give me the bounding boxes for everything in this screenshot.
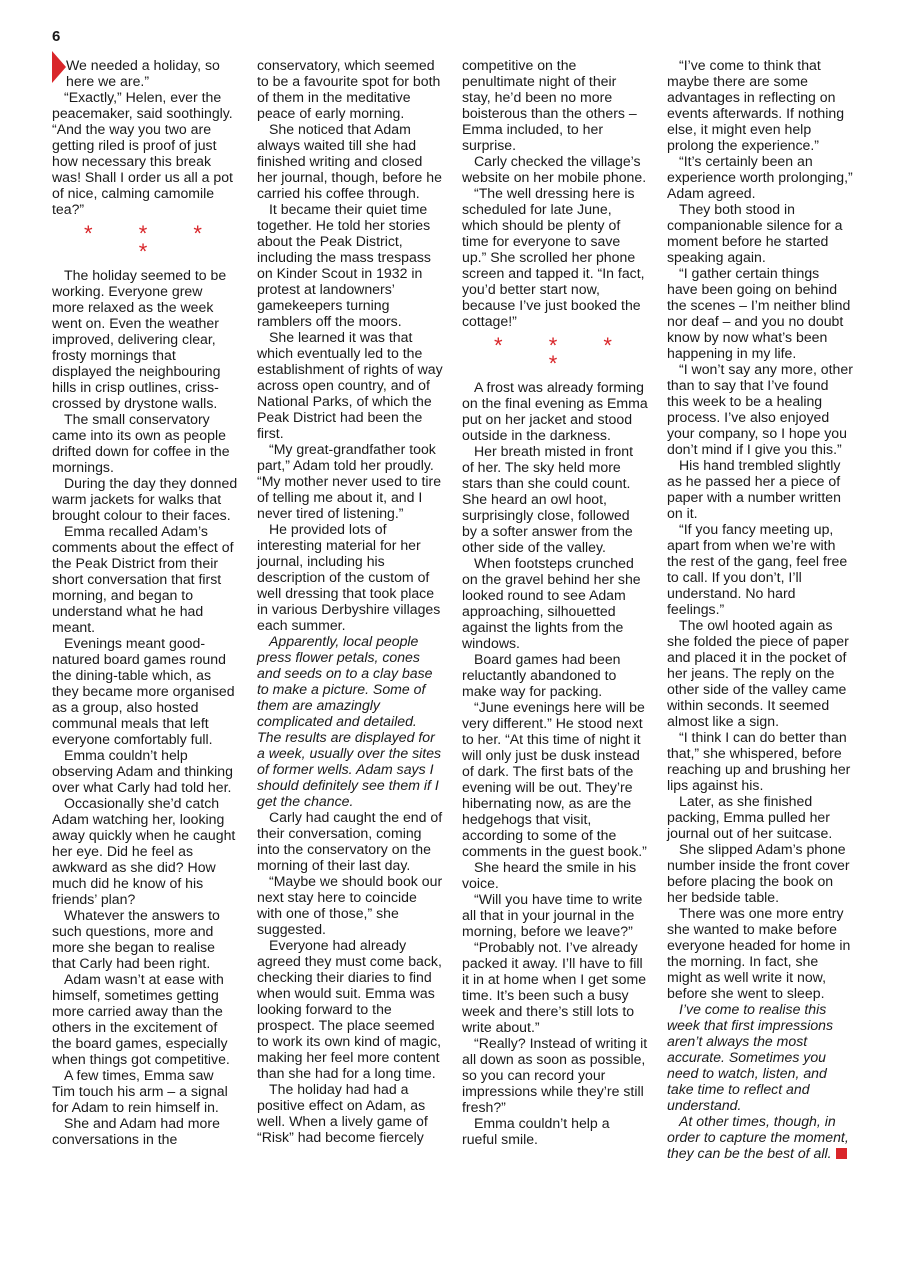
- paragraph-text: At other times, though, in order to capture the moment, they can be the best of all.: [667, 1113, 849, 1161]
- paragraph: [462, 939, 648, 1035]
- paragraph: [462, 651, 648, 699]
- paragraph-text: Her breath misted in front of her. The sky held more stars than she could count. She heard an owl hoot, surprisingly close, followed by a softer answer from the other side of the valley.: [462, 443, 634, 555]
- paragraph: [257, 809, 443, 873]
- paragraph: [462, 379, 648, 443]
- article-column-4: [667, 57, 853, 1161]
- paragraph-text: Emma recalled Adam’s comments about the effect of the Peak District from their short conversation that first morning, and began to understand what he had meant.: [52, 523, 234, 635]
- paragraph: [52, 411, 238, 475]
- paragraph-text: Everyone had already agreed they must come back, checking their diaries to find when would suit. Emma was looking forward to the prospect. The place seemed to work its own kind of magic, making her feel more content than she had for a long time.: [257, 937, 442, 1081]
- section-break-stars: * * * *: [84, 221, 222, 264]
- paragraph: [667, 729, 853, 793]
- paragraph: [462, 555, 648, 651]
- paragraph-text: “I gather certain things have been going on behind the scenes – I’m neither blind nor deaf – and you no doubt know by now what’s been happening in my life.: [667, 265, 851, 361]
- paragraph: [667, 1113, 853, 1161]
- paragraph: [667, 617, 853, 729]
- end-of-article-square-icon: [836, 1148, 847, 1159]
- paragraph: [257, 937, 443, 1081]
- paragraph-text: Later, as she finished packing, Emma pulled her journal out of her suitcase.: [667, 793, 833, 841]
- paragraph: [667, 905, 853, 1001]
- paragraph-text: Occasionally she’d catch Adam watching her, looking away quickly when he caught her eye. Did he feel as awkward as she did? How much did he know of his friends’ plan?: [52, 795, 236, 907]
- paragraph-text: Board games had been reluctantly abandoned to make way for packing.: [462, 651, 621, 699]
- paragraph-text: Apparently, local people press flower petals, cones and seeds on to a clay base to make a picture. Some of them are amazingly complicated and detailed. The results are displayed for a week, usually over the sites of former wells. Adam says I should definitely see them if I get the chance.: [257, 633, 442, 809]
- paragraph-text: conservatory, which seemed to be a favourite spot for both of them in the meditative peace of early morning.: [257, 57, 441, 121]
- paragraph: [462, 859, 648, 891]
- paragraph: [257, 873, 443, 937]
- paragraph: [52, 795, 238, 907]
- paragraph-text: She slipped Adam’s phone number inside the front cover before placing the book on her bedside table.: [667, 841, 850, 905]
- paragraph: [462, 699, 648, 859]
- paragraph: [462, 57, 648, 153]
- article-column-1: [52, 57, 238, 1147]
- paragraph-text: “I’ve come to think that maybe there are some advantages in reflecting on events afterwards. If nothing else, it might even help prolong the experience.”: [667, 57, 845, 153]
- paragraph-text: We needed a holiday, so here we are.”: [66, 57, 220, 89]
- paragraph-text: Evenings meant good-natured board games round the dining-table which, as they became more organised as a group, also hosted communal meals that left everyone comfortably full.: [52, 635, 235, 747]
- paragraph-text: Carly had caught the end of their conversation, coming into the conservatory on the morning of their last day.: [257, 809, 443, 873]
- page-number: 6: [52, 28, 61, 45]
- paragraph-text: When footsteps crunched on the gravel behind her she looked round to see Adam approaching, silhouetted against the lights from the windows.: [462, 555, 641, 651]
- paragraph-text: During the day they donned warm jackets for walks that brought colour to their faces.: [52, 475, 238, 523]
- paragraph-text: A few times, Emma saw Tim touch his arm – a signal for Adam to rein himself in.: [52, 1067, 228, 1115]
- paragraph-text: It became their quiet time together. He told her stories about the Peak District, including the mass trespass on Kinder Scout in 1932 in protest at landowners’ gamekeepers turning ramblers off the moors.: [257, 201, 431, 329]
- paragraph: [257, 329, 443, 441]
- paragraph-text: “Probably not. I’ve already packed it away. I’ll have to fill it in at home when I get some time. It’s been such a busy week and there’s still lots to write about.”: [462, 939, 647, 1035]
- paragraph: [52, 1115, 238, 1147]
- paragraph: [462, 1035, 648, 1115]
- paragraph: [462, 153, 648, 185]
- paragraph: [667, 1001, 853, 1113]
- paragraph-text: I’ve come to realise this week that first impressions aren’t always the most accurate. Sometimes you need to watch, listen, and take time to reflect and understand.: [667, 1001, 834, 1113]
- paragraph: [52, 907, 238, 971]
- paragraph-text: Adam wasn’t at ease with himself, sometimes getting more carried away than the others in the excitement of the board games, especially when things got competitive.: [52, 971, 230, 1067]
- paragraph-text: Whatever the answers to such questions, more and more she began to realise that Carly had been right.: [52, 907, 220, 971]
- paragraph: [52, 747, 238, 795]
- paragraph: [667, 793, 853, 841]
- paragraph-text: The owl hooted again as she folded the piece of paper and placed it in the pocket of her jeans. The reply on the other side of the valley came within seconds. It seemed almost like a sign.: [667, 617, 849, 729]
- article-column-2: [257, 57, 443, 1145]
- paragraph-text: “It’s certainly been an experience worth prolonging,” Adam agreed.: [667, 153, 853, 201]
- paragraph: [52, 523, 238, 635]
- paragraph-text: His hand trembled slightly as he passed her a piece of paper with a number written on it.: [667, 457, 841, 521]
- paragraph: [257, 441, 443, 521]
- paragraph: [52, 1067, 238, 1115]
- paragraph: [667, 361, 853, 457]
- paragraph: [52, 635, 238, 747]
- paragraph-text: There was one more entry she wanted to make before everyone headed for home in the morning. In fact, she might as well write it now, before she went to sleep.: [667, 905, 851, 1001]
- paragraph: [667, 57, 853, 153]
- paragraph: [257, 633, 443, 809]
- paragraph: [667, 153, 853, 201]
- paragraph-text: “My great-grandfather took part,” Adam told her proudly. “My mother never used to tire of telling me about it, and I never tired of listening.”: [257, 441, 442, 521]
- paragraph-text: “June evenings here will be very different.” He stood next to her. “At this time of night it will only just be dusk instead of dark. The first bats of the evening will be out. They’re hibernating now, as are the hedgehogs that visit, according to some of the comments in the guest book.”: [462, 699, 647, 859]
- paragraph-text: “Maybe we should book our next stay here to coincide with one of those,” she suggested.: [257, 873, 443, 937]
- paragraph: [667, 265, 853, 361]
- paragraph-text: “The well dressing here is scheduled for late June, which should be plenty of time for everyone to save up.” She scrolled her phone screen and tapped it. “In fact, you’d better start now, because I’ve just booked the cottage!”: [462, 185, 645, 329]
- paragraph: [257, 521, 443, 633]
- paragraph-text: The small conservatory came into its own as people drifted down for coffee in the mornings.: [52, 411, 230, 475]
- paragraph-text: The holiday had had a positive effect on Adam, as well. When a lively game of “Risk” had become fiercely: [257, 1081, 428, 1145]
- section-break-stars: * * * *: [494, 333, 632, 376]
- paragraph-text: “If you fancy meeting up, apart from when we’re with the rest of the gang, feel free to call. If you don’t, I’ll understand. No hard feelings.”: [667, 521, 848, 617]
- paragraph-text: Emma couldn’t help a rueful smile.: [462, 1115, 610, 1147]
- paragraph-text: She and Adam had more conversations in the: [52, 1115, 220, 1147]
- paragraph-text: “Will you have time to write all that in your journal in the morning, before we leave?”: [462, 891, 643, 939]
- article-column-3: [462, 57, 648, 1147]
- paragraph: [52, 89, 238, 217]
- paragraph-text: They both stood in companionable silence for a moment before he started speaking again.: [667, 201, 843, 265]
- paragraph: [52, 475, 238, 523]
- paragraph-text: She heard the smile in his voice.: [462, 859, 637, 891]
- paragraph: [257, 1081, 443, 1145]
- paragraph-text: “Exactly,” Helen, ever the peacemaker, said soothingly. “And the way you two are getting riled is proof of just how necessary this break was! Shall I order us all a pot of nice, calming camomile tea?”: [52, 89, 233, 217]
- paragraph: [667, 457, 853, 521]
- paragraph-text: Emma couldn’t help observing Adam and thinking over what Carly had told her.: [52, 747, 233, 795]
- paragraph: [667, 201, 853, 265]
- paragraph: [667, 521, 853, 617]
- paragraph: [52, 267, 238, 411]
- paragraph: [462, 185, 648, 329]
- paragraph: [462, 891, 648, 939]
- paragraph: [667, 841, 853, 905]
- paragraph: [462, 443, 648, 555]
- paragraph: [257, 201, 443, 329]
- paragraph-text: “Really? Instead of writing it all down as soon as possible, so you can record your impressions while they’re still fresh?”: [462, 1035, 648, 1115]
- paragraph-text: “I won’t say any more, other than to say that I’ve found this week to be a healing process. I’ve also enjoyed your company, so I hope you don’t mind if I give you this.”: [667, 361, 853, 457]
- paragraph: [257, 121, 443, 201]
- paragraph-text: Carly checked the village’s website on her mobile phone.: [462, 153, 647, 185]
- paragraph-text: competitive on the penultimate night of their stay, he’d been no more boisterous than the others – Emma included, to her surprise.: [462, 57, 637, 153]
- paragraph-text: She learned it was that which eventually led to the establishment of rights of way across open country, and of National Parks, of which the Peak District had been the first.: [257, 329, 443, 441]
- paragraph-text: “I think I can do better than that,” she whispered, before reaching up and brushing her lips against his.: [667, 729, 851, 793]
- paragraph: [52, 971, 238, 1067]
- paragraph-text: A frost was already forming on the final evening as Emma put on her jacket and stood outside in the darkness.: [462, 379, 648, 443]
- paragraph: [462, 1115, 648, 1147]
- paragraph: [52, 57, 238, 89]
- paragraph-text: The holiday seemed to be working. Everyone grew more relaxed as the week went on. Even the weather improved, delivering clear, frosty mornings that displayed the neighbouring hills in crisp outlines, criss-crossed by drystone walls.: [52, 267, 227, 411]
- paragraph: [257, 57, 443, 121]
- paragraph-text: She noticed that Adam always waited till she had finished writing and closed her journal, though, before he carried his coffee through.: [257, 121, 442, 201]
- paragraph-text: He provided lots of interesting material for her journal, including his description of the custom of well dressing that took place in various Derbyshire villages each summer.: [257, 521, 441, 633]
